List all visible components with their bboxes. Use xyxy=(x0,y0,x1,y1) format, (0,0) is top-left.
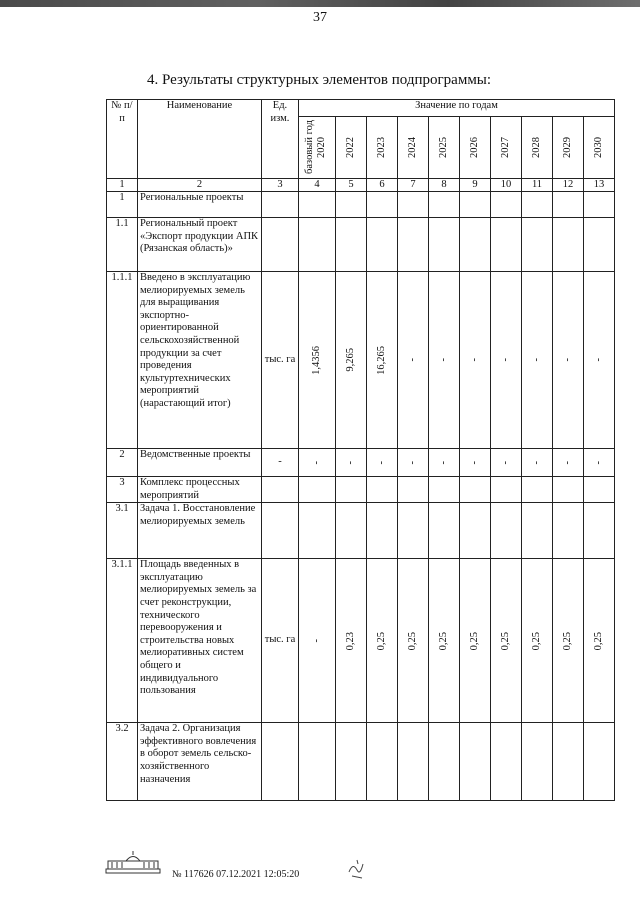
row-value xyxy=(398,559,429,723)
header-year xyxy=(584,117,615,179)
row-value xyxy=(336,272,367,449)
row-value xyxy=(522,192,553,218)
row-value xyxy=(299,477,336,503)
row-value xyxy=(584,449,615,477)
row-value-text: - xyxy=(407,358,418,362)
row-value xyxy=(460,503,491,559)
table-row xyxy=(107,559,615,723)
row-value xyxy=(460,559,491,723)
column-index: 3 xyxy=(262,179,299,192)
column-index: 11 xyxy=(522,179,553,192)
row-unit xyxy=(262,723,299,801)
row-value xyxy=(367,477,398,503)
row-value-text: 9,265 xyxy=(345,348,356,372)
row-value xyxy=(522,477,553,503)
row-value xyxy=(584,559,615,723)
header-year-label: 2030 xyxy=(593,137,604,158)
row-value-text: - xyxy=(531,460,542,465)
header-num: № п/п xyxy=(107,100,138,179)
row-num: 3.1 xyxy=(107,503,138,559)
row-value xyxy=(553,272,584,449)
row-value-text: - xyxy=(438,460,449,465)
header-year xyxy=(429,117,460,179)
row-value xyxy=(429,559,460,723)
row-num: 1.1 xyxy=(107,218,138,272)
government-building-stamp-icon xyxy=(104,850,162,876)
row-value-text: 0,25 xyxy=(376,631,387,650)
row-name: Задача 2. Организация эффективного вовлечения в оборот земель сельско-хозяйственного назначения xyxy=(138,723,262,801)
row-num: 3.1.1 xyxy=(107,559,138,723)
row-num: 3 xyxy=(107,477,138,503)
header-unit: Ед. изм. xyxy=(262,100,299,179)
handwritten-mark-icon xyxy=(343,858,373,880)
row-value xyxy=(584,477,615,503)
row-value xyxy=(336,503,367,559)
row-unit xyxy=(262,503,299,559)
row-name: Ведомственные проекты xyxy=(138,449,262,477)
row-value xyxy=(336,218,367,272)
column-index: 4 xyxy=(299,179,336,192)
row-value-text: - xyxy=(345,460,356,465)
row-name: Региональные проекты xyxy=(138,192,262,218)
row-name: Задача 1. Восстановление мелиорируемых земель xyxy=(138,503,262,559)
row-value xyxy=(522,272,553,449)
row-value xyxy=(367,272,398,449)
row-value xyxy=(367,218,398,272)
row-value xyxy=(491,477,522,503)
column-index: 9 xyxy=(460,179,491,192)
row-value xyxy=(584,723,615,801)
row-value xyxy=(429,218,460,272)
row-value-text: 0,25 xyxy=(438,631,449,650)
row-value xyxy=(398,477,429,503)
row-value-text: - xyxy=(438,358,449,362)
row-value xyxy=(367,449,398,477)
row-value xyxy=(553,192,584,218)
row-unit: тыс. га xyxy=(262,272,299,449)
row-value xyxy=(299,218,336,272)
row-value-text: - xyxy=(376,460,387,465)
header-year xyxy=(299,117,336,179)
row-value xyxy=(584,218,615,272)
header-year-label: 2024 xyxy=(407,137,418,158)
row-value xyxy=(429,272,460,449)
row-name: Региональный проект «Экспорт продукции АПК (Рязанская область)» xyxy=(138,218,262,272)
row-value-text: - xyxy=(500,460,511,465)
column-index: 1 xyxy=(107,179,138,192)
row-value-text: 16,265 xyxy=(376,345,387,375)
row-value xyxy=(398,272,429,449)
header-year xyxy=(336,117,367,179)
row-value-text: 1,4356 xyxy=(311,345,322,375)
row-value xyxy=(553,723,584,801)
row-value xyxy=(429,449,460,477)
row-num: 3.2 xyxy=(107,723,138,801)
row-value-text: 0,23 xyxy=(345,631,356,650)
row-value xyxy=(299,192,336,218)
row-value xyxy=(336,559,367,723)
row-value xyxy=(336,449,367,477)
column-index: 8 xyxy=(429,179,460,192)
row-value xyxy=(522,723,553,801)
row-value xyxy=(460,449,491,477)
header-year-label: базовый год 2020 xyxy=(304,120,327,175)
row-value-text: - xyxy=(531,358,542,362)
row-value xyxy=(336,192,367,218)
table-row xyxy=(107,449,615,477)
header-year xyxy=(491,117,522,179)
table-row xyxy=(107,503,615,559)
header-year-label: 2022 xyxy=(345,137,356,158)
row-value xyxy=(522,503,553,559)
row-value-text: 0,25 xyxy=(531,631,542,650)
column-index: 6 xyxy=(367,179,398,192)
row-num: 1.1.1 xyxy=(107,272,138,449)
row-value xyxy=(584,272,615,449)
page-number: 37 xyxy=(313,10,327,25)
row-value xyxy=(299,272,336,449)
row-value xyxy=(553,449,584,477)
row-value xyxy=(398,218,429,272)
row-value xyxy=(491,218,522,272)
header-year-label: 2026 xyxy=(469,137,480,158)
row-value-text: - xyxy=(562,460,573,465)
column-index: 7 xyxy=(398,179,429,192)
row-unit xyxy=(262,477,299,503)
row-value xyxy=(336,723,367,801)
column-index: 12 xyxy=(553,179,584,192)
header-row xyxy=(107,100,615,117)
header-year-label: 2028 xyxy=(531,137,542,158)
row-num: 2 xyxy=(107,449,138,477)
row-value xyxy=(522,449,553,477)
row-value xyxy=(584,503,615,559)
row-value xyxy=(398,503,429,559)
column-index: 5 xyxy=(336,179,367,192)
row-value xyxy=(398,449,429,477)
row-value xyxy=(491,503,522,559)
table-row xyxy=(107,272,615,449)
table-row xyxy=(107,218,615,272)
row-value xyxy=(460,723,491,801)
row-value xyxy=(336,477,367,503)
row-name: Введено в эксплуатацию мелиорируемых земель для выращивания экспортно-ориентированной сельскохозяйственной продукции за счет проведения культуртехнических мероприятий (нарастающий итог) xyxy=(138,272,262,449)
row-name: Комплекс процессных мероприятий xyxy=(138,477,262,503)
row-value xyxy=(367,503,398,559)
row-unit: тыс. га xyxy=(262,559,299,723)
column-index: 13 xyxy=(584,179,615,192)
row-value-text: - xyxy=(469,358,480,362)
row-value-text: - xyxy=(593,358,604,362)
row-value xyxy=(491,272,522,449)
row-value xyxy=(429,723,460,801)
row-value xyxy=(460,192,491,218)
scan-edge xyxy=(0,0,640,7)
header-year xyxy=(522,117,553,179)
header-year-label: 2023 xyxy=(376,137,387,158)
row-value xyxy=(299,503,336,559)
row-value-text: - xyxy=(407,460,418,465)
document-stamp-text: № 117626 07.12.2021 12:05:20 xyxy=(172,869,300,880)
row-value-text: - xyxy=(311,460,322,465)
results-table xyxy=(106,99,615,801)
header-year-label: 2029 xyxy=(562,137,573,158)
row-value-text: 0,25 xyxy=(500,631,511,650)
row-value-text: 0,25 xyxy=(407,631,418,650)
row-value-text: 0,25 xyxy=(593,631,604,650)
row-value xyxy=(491,559,522,723)
row-value xyxy=(491,449,522,477)
row-value xyxy=(553,503,584,559)
row-value xyxy=(491,192,522,218)
row-value xyxy=(299,449,336,477)
row-value xyxy=(398,723,429,801)
header-year xyxy=(367,117,398,179)
header-year-label: 2025 xyxy=(438,137,449,158)
row-unit xyxy=(262,192,299,218)
row-value-text: - xyxy=(593,460,604,465)
row-name: Площадь введенных в эксплуатацию мелиорируемых земель за счет реконструкции, технического перевооружения и строительства новых мелиоративных систем общего и индивидуального пользования xyxy=(138,559,262,723)
header-year xyxy=(553,117,584,179)
row-value xyxy=(491,723,522,801)
row-value xyxy=(299,723,336,801)
column-index: 10 xyxy=(491,179,522,192)
row-value xyxy=(367,192,398,218)
section-heading: 4. Результаты структурных элементов подпрограммы: xyxy=(147,72,492,88)
row-value xyxy=(460,218,491,272)
header-year xyxy=(398,117,429,179)
table-row xyxy=(107,723,615,801)
row-value xyxy=(367,559,398,723)
column-index-row xyxy=(107,179,615,192)
row-value xyxy=(429,503,460,559)
row-value xyxy=(553,559,584,723)
table-row xyxy=(107,477,615,503)
row-value xyxy=(398,192,429,218)
row-value xyxy=(584,192,615,218)
column-index: 2 xyxy=(138,179,262,192)
row-value xyxy=(553,218,584,272)
row-value-text: - xyxy=(311,638,322,643)
row-value xyxy=(460,477,491,503)
row-value-text: - xyxy=(562,358,573,362)
row-unit: - xyxy=(262,449,299,477)
row-value xyxy=(299,559,336,723)
row-value-text: - xyxy=(500,358,511,362)
row-value xyxy=(553,477,584,503)
row-value-text: 0,25 xyxy=(469,631,480,650)
header-year-label: 2027 xyxy=(500,137,511,158)
row-value xyxy=(367,723,398,801)
row-num: 1 xyxy=(107,192,138,218)
row-value-text: 0,25 xyxy=(562,631,573,650)
header-year xyxy=(460,117,491,179)
header-name: Наименование xyxy=(138,100,262,179)
row-value xyxy=(429,192,460,218)
row-value-text: - xyxy=(469,460,480,465)
header-values-group: Значение по годам xyxy=(299,100,615,117)
row-value xyxy=(522,559,553,723)
row-value xyxy=(429,477,460,503)
table-row xyxy=(107,192,615,218)
row-unit xyxy=(262,218,299,272)
row-value xyxy=(522,218,553,272)
row-value xyxy=(460,272,491,449)
